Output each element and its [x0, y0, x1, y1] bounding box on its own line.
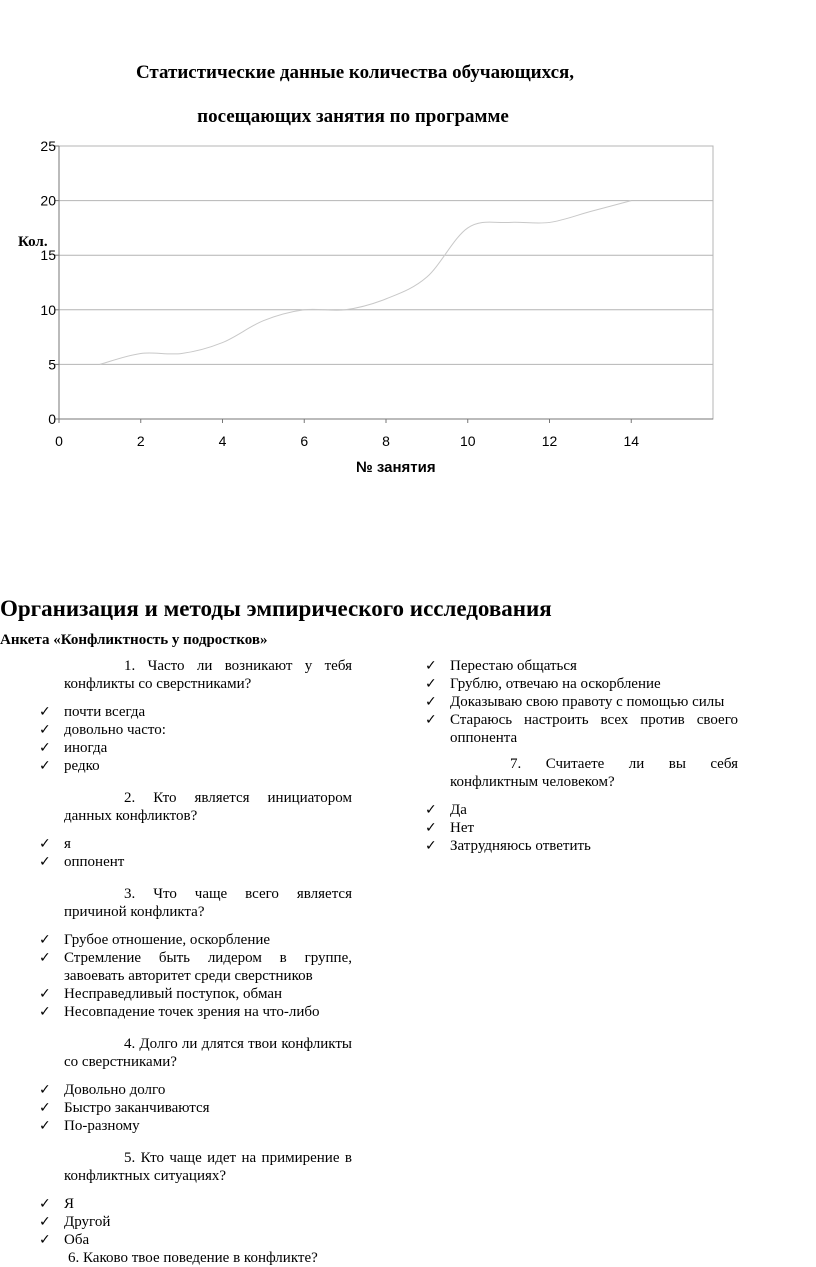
option-item: ✓ Другой [39, 1214, 111, 1230]
option-item: ✓ Стараюсь настроить всех против своего оппонента [425, 712, 738, 746]
check-icon: ✓ [39, 986, 51, 1002]
option-item: ✓ Затрудняюсь ответить [425, 838, 591, 854]
check-icon: ✓ [425, 712, 437, 728]
question-6: 6. Каково твое поведение в конфликте? [68, 1250, 318, 1266]
option-item: ✓ иногда [39, 740, 108, 756]
option-item: ✓ Грубое отношение, оскорбление [39, 932, 271, 948]
option-item: ✓ почти всегда [39, 704, 146, 720]
question-2-options [39, 835, 352, 871]
option-item: ✓ Довольно долго [39, 1082, 166, 1098]
option-item: ✓ Несправедливый поступок, обман [39, 986, 283, 1002]
question-4-options [39, 1081, 352, 1135]
question-7: 7. Считаете ли вы себя конфликтным человеком? [450, 756, 738, 790]
question-6-options [425, 657, 738, 747]
questionnaire-left-column [39, 657, 352, 1267]
check-icon: ✓ [425, 802, 437, 818]
check-icon: ✓ [425, 838, 437, 854]
question-5-options [39, 1195, 352, 1249]
line-chart [0, 0, 816, 470]
check-icon: ✓ [39, 758, 51, 774]
option-item: ✓ оппонент [39, 854, 125, 870]
question-5: 5. Кто чаще идет на примирение в конфликтных ситуациях? [64, 1150, 352, 1184]
question-3: 3. Что чаще всего является причиной конфликта? [64, 886, 352, 920]
question-1: 1. Часто ли возникают у тебя конфликты со сверстниками? [64, 658, 352, 692]
questionnaire-right-column [425, 657, 738, 863]
x-axis-label: № занятия [356, 459, 436, 476]
chart-title-line-1: Статистические данные количества обучающихся, [135, 62, 575, 83]
option-item: ✓ довольно часто: [39, 722, 166, 738]
y-tick-label: 5 [48, 356, 56, 373]
question-7-options [425, 801, 738, 855]
option-item: ✓ я [39, 836, 71, 852]
question-1-options [39, 703, 352, 775]
x-tick-label: 4 [218, 433, 227, 449]
option-item: ✓ Доказываю свою правоту с помощью силы [425, 694, 725, 710]
check-icon: ✓ [39, 1082, 51, 1098]
check-icon: ✓ [39, 950, 51, 966]
question-2: 2. Кто является инициатором данных конфликтов? [64, 790, 352, 824]
y-tick-label: 20 [40, 192, 56, 209]
y-axis-label: Кол. [18, 234, 48, 250]
x-tick-label: 10 [459, 433, 476, 449]
x-tick-label: 0 [55, 433, 63, 449]
y-tick-label: 10 [40, 301, 56, 318]
x-tick-label: 14 [623, 433, 640, 449]
check-icon: ✓ [39, 1100, 51, 1116]
check-icon: ✓ [425, 820, 437, 836]
check-icon: ✓ [39, 1196, 51, 1212]
check-icon: ✓ [39, 1214, 51, 1230]
plot-frame [59, 146, 713, 419]
x-tick-label: 12 [541, 433, 558, 449]
option-item: ✓ редко [39, 758, 100, 774]
chart-title-line-2: посещающих занятия по программе [197, 106, 509, 127]
check-icon: ✓ [425, 694, 437, 710]
check-icon: ✓ [39, 1118, 51, 1134]
option-item: ✓ Быстро заканчиваются [39, 1100, 210, 1116]
check-icon: ✓ [39, 740, 51, 756]
section-heading: Организация и методы эмпирического исследования [0, 596, 552, 621]
option-item: ✓ По-разному [39, 1118, 140, 1134]
check-icon: ✓ [39, 1232, 51, 1248]
question-4: 4. Долго ли длятся твои конфликты со сверстниками? [64, 1036, 352, 1070]
option-item: ✓ Стремление быть лидером в группе, завоевать авторитет среди сверстников [39, 950, 352, 984]
series-line [100, 201, 631, 365]
option-item: ✓ Оба [39, 1232, 90, 1248]
check-icon: ✓ [425, 676, 437, 692]
questionnaire-title: Анкета «Конфликтность у подростков» [0, 632, 268, 648]
x-tick-label: 8 [382, 433, 390, 449]
check-icon: ✓ [425, 658, 437, 674]
option-item: ✓ Я [39, 1196, 75, 1212]
check-icon: ✓ [39, 854, 51, 870]
option-item: ✓ Перестаю общаться [425, 658, 577, 674]
option-item: ✓ Грублю, отвечаю на оскорбление [425, 676, 661, 692]
check-icon: ✓ [39, 704, 51, 720]
check-icon: ✓ [39, 1004, 51, 1020]
x-tick-label: 6 [300, 433, 309, 449]
y-tick-label: 25 [40, 138, 56, 154]
option-item: ✓ Да [425, 802, 467, 818]
check-icon: ✓ [39, 836, 51, 852]
y-tick-label: 15 [40, 247, 56, 264]
check-icon: ✓ [39, 932, 51, 948]
x-tick-label: 2 [136, 433, 145, 449]
question-3-options [39, 931, 352, 1021]
option-item: ✓ Несовпадение точек зрения на что-либо [39, 1004, 320, 1020]
check-icon: ✓ [39, 722, 51, 738]
y-tick-label: 0 [48, 411, 56, 427]
option-item: ✓ Нет [425, 820, 475, 836]
